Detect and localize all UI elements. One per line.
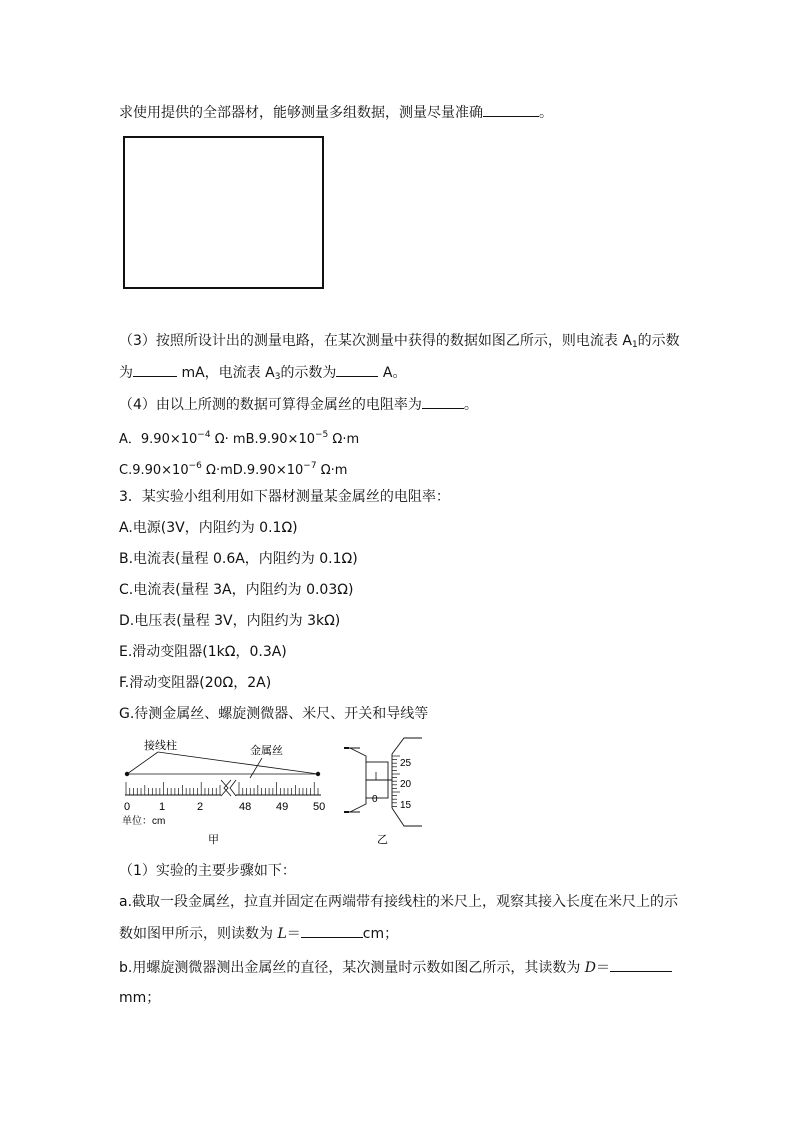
ruler-tick-label: 1 (159, 801, 166, 813)
figure-caption-jia: 甲 (208, 834, 219, 846)
equipment-item-e: E.滑动变阻器(1kΩ，0.3A) (119, 644, 287, 660)
ruler-ticks (126, 782, 318, 795)
ruler-tick-label: 2 (197, 801, 204, 813)
wire-leader (250, 758, 262, 778)
answer-blank[interactable] (483, 102, 539, 117)
step-title: （1）实验的主要步骤如下： (119, 863, 296, 879)
equipment-item-b: B.电流表(量程 0.6A，内阻约为 0.1Ω) (119, 551, 358, 567)
length-answer-blank[interactable] (301, 923, 363, 938)
option-d[interactable]: $D.9.90\times 10^{-7}$ Ω·m (232, 461, 348, 478)
part-4-line: （4）由以上所测的数据可算得金属丝的电阻率为 。 (119, 394, 478, 415)
ruler-tick-label: 48 (239, 801, 252, 813)
option-a[interactable]: A．$9.90\times 10^{-4}$ Ω· m (119, 430, 246, 447)
requirement-line: 求使用提供的全部器材，能够测量多组数据，测量尽量准确 。 (119, 102, 553, 123)
answer-blank[interactable] (422, 394, 464, 409)
ruler-figure (122, 738, 325, 846)
equipment-item-f: F.滑动变阻器(20Ω，2A) (119, 675, 272, 691)
step-b-line-2: mm； (119, 990, 161, 1006)
option-c[interactable]: $C.9.90\times 10^{-6}$ Ω·m (119, 461, 233, 478)
top-wire (158, 752, 318, 774)
step-a-line-2: 数如图甲所示，则读数为 L＝ cm； (119, 923, 398, 944)
option-b[interactable]: $B.9.90\times 10^{-5}$ Ω·m (245, 430, 360, 447)
equipment-item-g: G.待测金属丝、螺旋测微器、米尺、开关和导线等 (119, 706, 429, 722)
equipment-item-a: A.电源(3V，内阻约为 0.1Ω) (119, 520, 298, 536)
right-terminal (316, 772, 320, 776)
anvil-top (344, 748, 366, 762)
equipment-item-c: C.电流表(量程 3A，内阻约为 0.03Ω) (119, 582, 354, 598)
equipment-item-d: D.电压表(量程 3V，内阻约为 3kΩ) (119, 613, 341, 629)
thimble-label: 25 (400, 758, 412, 769)
ruler-tick-label: 49 (276, 801, 289, 813)
thimble-label: 20 (400, 779, 412, 790)
measurement-figure (110, 732, 430, 850)
ruler-tick-label: 0 (124, 801, 131, 813)
circuit-drawing-box[interactable] (123, 136, 324, 289)
step-a-line-1: a.截取一段金属丝，拉直并固定在两端带有接线柱的米尺上，观察其接入长度在米尺上的示 (119, 894, 679, 910)
terminal-label: 接线柱 (144, 740, 177, 752)
thimble-ticks (392, 756, 400, 806)
anvil-bottom (344, 798, 366, 812)
ruler-break-mark-2 (230, 780, 236, 796)
ruler-unit: 单位：cm (122, 816, 166, 827)
figure-caption-yi: 乙 (377, 834, 388, 846)
sleeve-label-zero: 0 (372, 794, 378, 805)
terminal-leader (127, 752, 158, 774)
diameter-answer-blank[interactable] (610, 957, 672, 972)
question-3-title: 3．某实验小组利用如下器材测量某金属丝的电阻率： (119, 489, 450, 505)
micrometer-figure (344, 738, 422, 846)
answer-blank[interactable] (336, 362, 378, 377)
part-3-line-2: 为 mA，电流表 $A_3$的示数为 A。 (119, 362, 406, 387)
wire-label: 金属丝 (250, 745, 283, 757)
part-3-line-1: （3）按照所设计出的测量电路，在某次测量中获得的数据如图乙所示，则电流表 $A_1$的示数 (119, 333, 680, 350)
answer-blank[interactable] (133, 362, 177, 377)
options-cd (119, 456, 347, 481)
options-ab (119, 425, 359, 450)
left-terminal (125, 772, 129, 776)
ruler-tick-label: 50 (313, 801, 326, 813)
thimble-label: 15 (400, 800, 412, 811)
step-b-line-1: b.用螺旋测微器测出金属丝的直径，某次测量时示数如图乙所示，其读数为 D＝ (119, 957, 672, 978)
